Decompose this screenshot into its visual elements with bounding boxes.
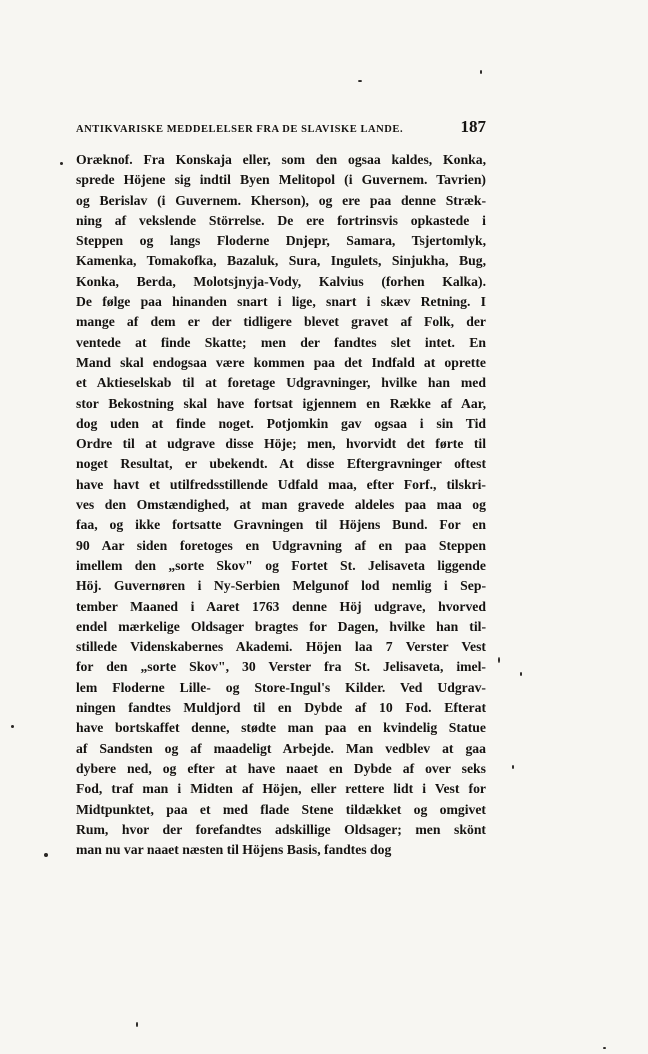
text-line: endel mærkelige Oldsager bragtes for Dagen, hvilke han til- bbox=[76, 618, 486, 634]
body-text bbox=[76, 150, 486, 860]
text-line: et Aktieselskab til at foretage Udgravninger, hvilke han med bbox=[76, 375, 486, 391]
text-line: sprede Höjene sig indtil Byen Melitopol (i Guvernem. Tavrien) bbox=[76, 172, 486, 188]
text-line: Fod, traf man i Midten af Höjen, eller rettere lidt i Vest for bbox=[76, 781, 486, 797]
running-head-title: ANTIKVARISKE MEDDELELSER FRA DE SLAVISKE LANDE. bbox=[76, 124, 404, 135]
text-line: have bortskaffet denne, stødte man paa en kvindelig Statue bbox=[76, 720, 486, 736]
text-line: Oræknof. Fra Konskaja eller, som den ogsaa kaldes, Konka, bbox=[76, 152, 486, 167]
text-line: dybere ned, og efter at have naaet en Dybde af over seks bbox=[76, 760, 486, 776]
text-line: for den „sorte Skov", 30 Verster fra St. Jelisaveta, imel- bbox=[76, 659, 486, 675]
scan-speck bbox=[603, 1047, 606, 1049]
text-line: af Sandsten og af maadeligt Arbejde. Man vedblev at gaa bbox=[76, 740, 486, 756]
text-line: ningen fandtes Muldjord til en Dybde af 10 Fod. Efterat bbox=[76, 700, 486, 716]
scan-speck bbox=[11, 725, 14, 728]
scan-speck bbox=[520, 672, 522, 676]
scan-speck bbox=[358, 80, 362, 82]
text-line: noget Resultat, er ubekendt. At disse Eftergravninger oftest bbox=[76, 456, 486, 472]
text-line: mange af dem er der tidligere blevet gravet af Folk, der bbox=[76, 314, 486, 330]
scan-speck bbox=[136, 1022, 138, 1027]
text-line: De følge paa hinanden snart i lige, snart i skæv Retning. I bbox=[76, 294, 486, 310]
page-number: 187 bbox=[460, 117, 486, 136]
text-line: Ordre til at udgrave disse Höje; men, hvorvidt det førte til bbox=[76, 436, 486, 452]
text-line: Rum, hvor der forefandtes adskillige Oldsager; men skönt bbox=[76, 821, 486, 837]
text-line: stor Bekostning skal have fortsat igjennem en Række af Aar, bbox=[76, 395, 486, 411]
text-line: Steppen og langs Floderne Dnjepr, Samara, Tsjertomlyk, bbox=[76, 233, 486, 249]
text-line: have havt et utilfredsstillende Udfald maa, efter Forf., tilskri- bbox=[76, 476, 486, 492]
scan-speck bbox=[512, 765, 514, 769]
text-line: faa, og ikke fortsatte Gravningen til Höjens Bund. For en bbox=[76, 517, 486, 533]
text-line: dog uden at finde noget. Potjomkin gav ogsaa i sin Tid bbox=[76, 415, 486, 431]
text-line: ventede at finde Skatte; men der fandtes slet intet. En bbox=[76, 334, 486, 350]
running-head bbox=[76, 117, 486, 137]
text-line: Midtpunktet, paa et med flade Stene tildækket og omgivet bbox=[76, 801, 486, 817]
scan-speck bbox=[498, 657, 500, 663]
text-line: tember Maaned i Aaret 1763 denne Höj udgrave, hvorved bbox=[76, 598, 486, 614]
text-line: ning af vekslende Störrelse. De ere fortrinsvis opkastede i bbox=[76, 212, 486, 228]
scan-speck bbox=[60, 162, 63, 165]
scan-speck bbox=[44, 853, 48, 857]
text-line: 90 Aar siden foretoges en Udgravning af en paa Steppen bbox=[76, 537, 486, 553]
text-line: Kamenka, Tomakofka, Bazaluk, Sura, Ingulets, Sinjukha, Bug, bbox=[76, 253, 486, 269]
text-line: Mand skal endogsaa være kommen paa det Indfald at oprette bbox=[76, 354, 486, 370]
text-line: man nu var naaet næsten til Höjens Basis, fandtes dog bbox=[76, 842, 392, 858]
text-line: Konka, Berda, Molotsjnyja-Vody, Kalvius (forhen Kalka). bbox=[76, 273, 486, 289]
text-line: og Berislav (i Guvernem. Kherson), og ere paa denne Stræk- bbox=[76, 192, 486, 208]
text-line: stillede Videnskabernes Akademi. Höjen laa 7 Verster Vest bbox=[76, 639, 486, 655]
text-line: lem Floderne Lille- og Store-Ingul's Kilder. Ved Udgrav- bbox=[76, 679, 486, 695]
scan-speck bbox=[480, 70, 482, 74]
text-line: Höj. Guvernøren i Ny-Serbien Melgunof lod nemlig i Sep- bbox=[76, 578, 486, 594]
text-line: imellem den „sorte Skov" og Fortet St. Jelisaveta liggende bbox=[76, 557, 486, 573]
text-line: ves den Omstændighed, at man gravede aldeles paa maa og bbox=[76, 497, 486, 513]
